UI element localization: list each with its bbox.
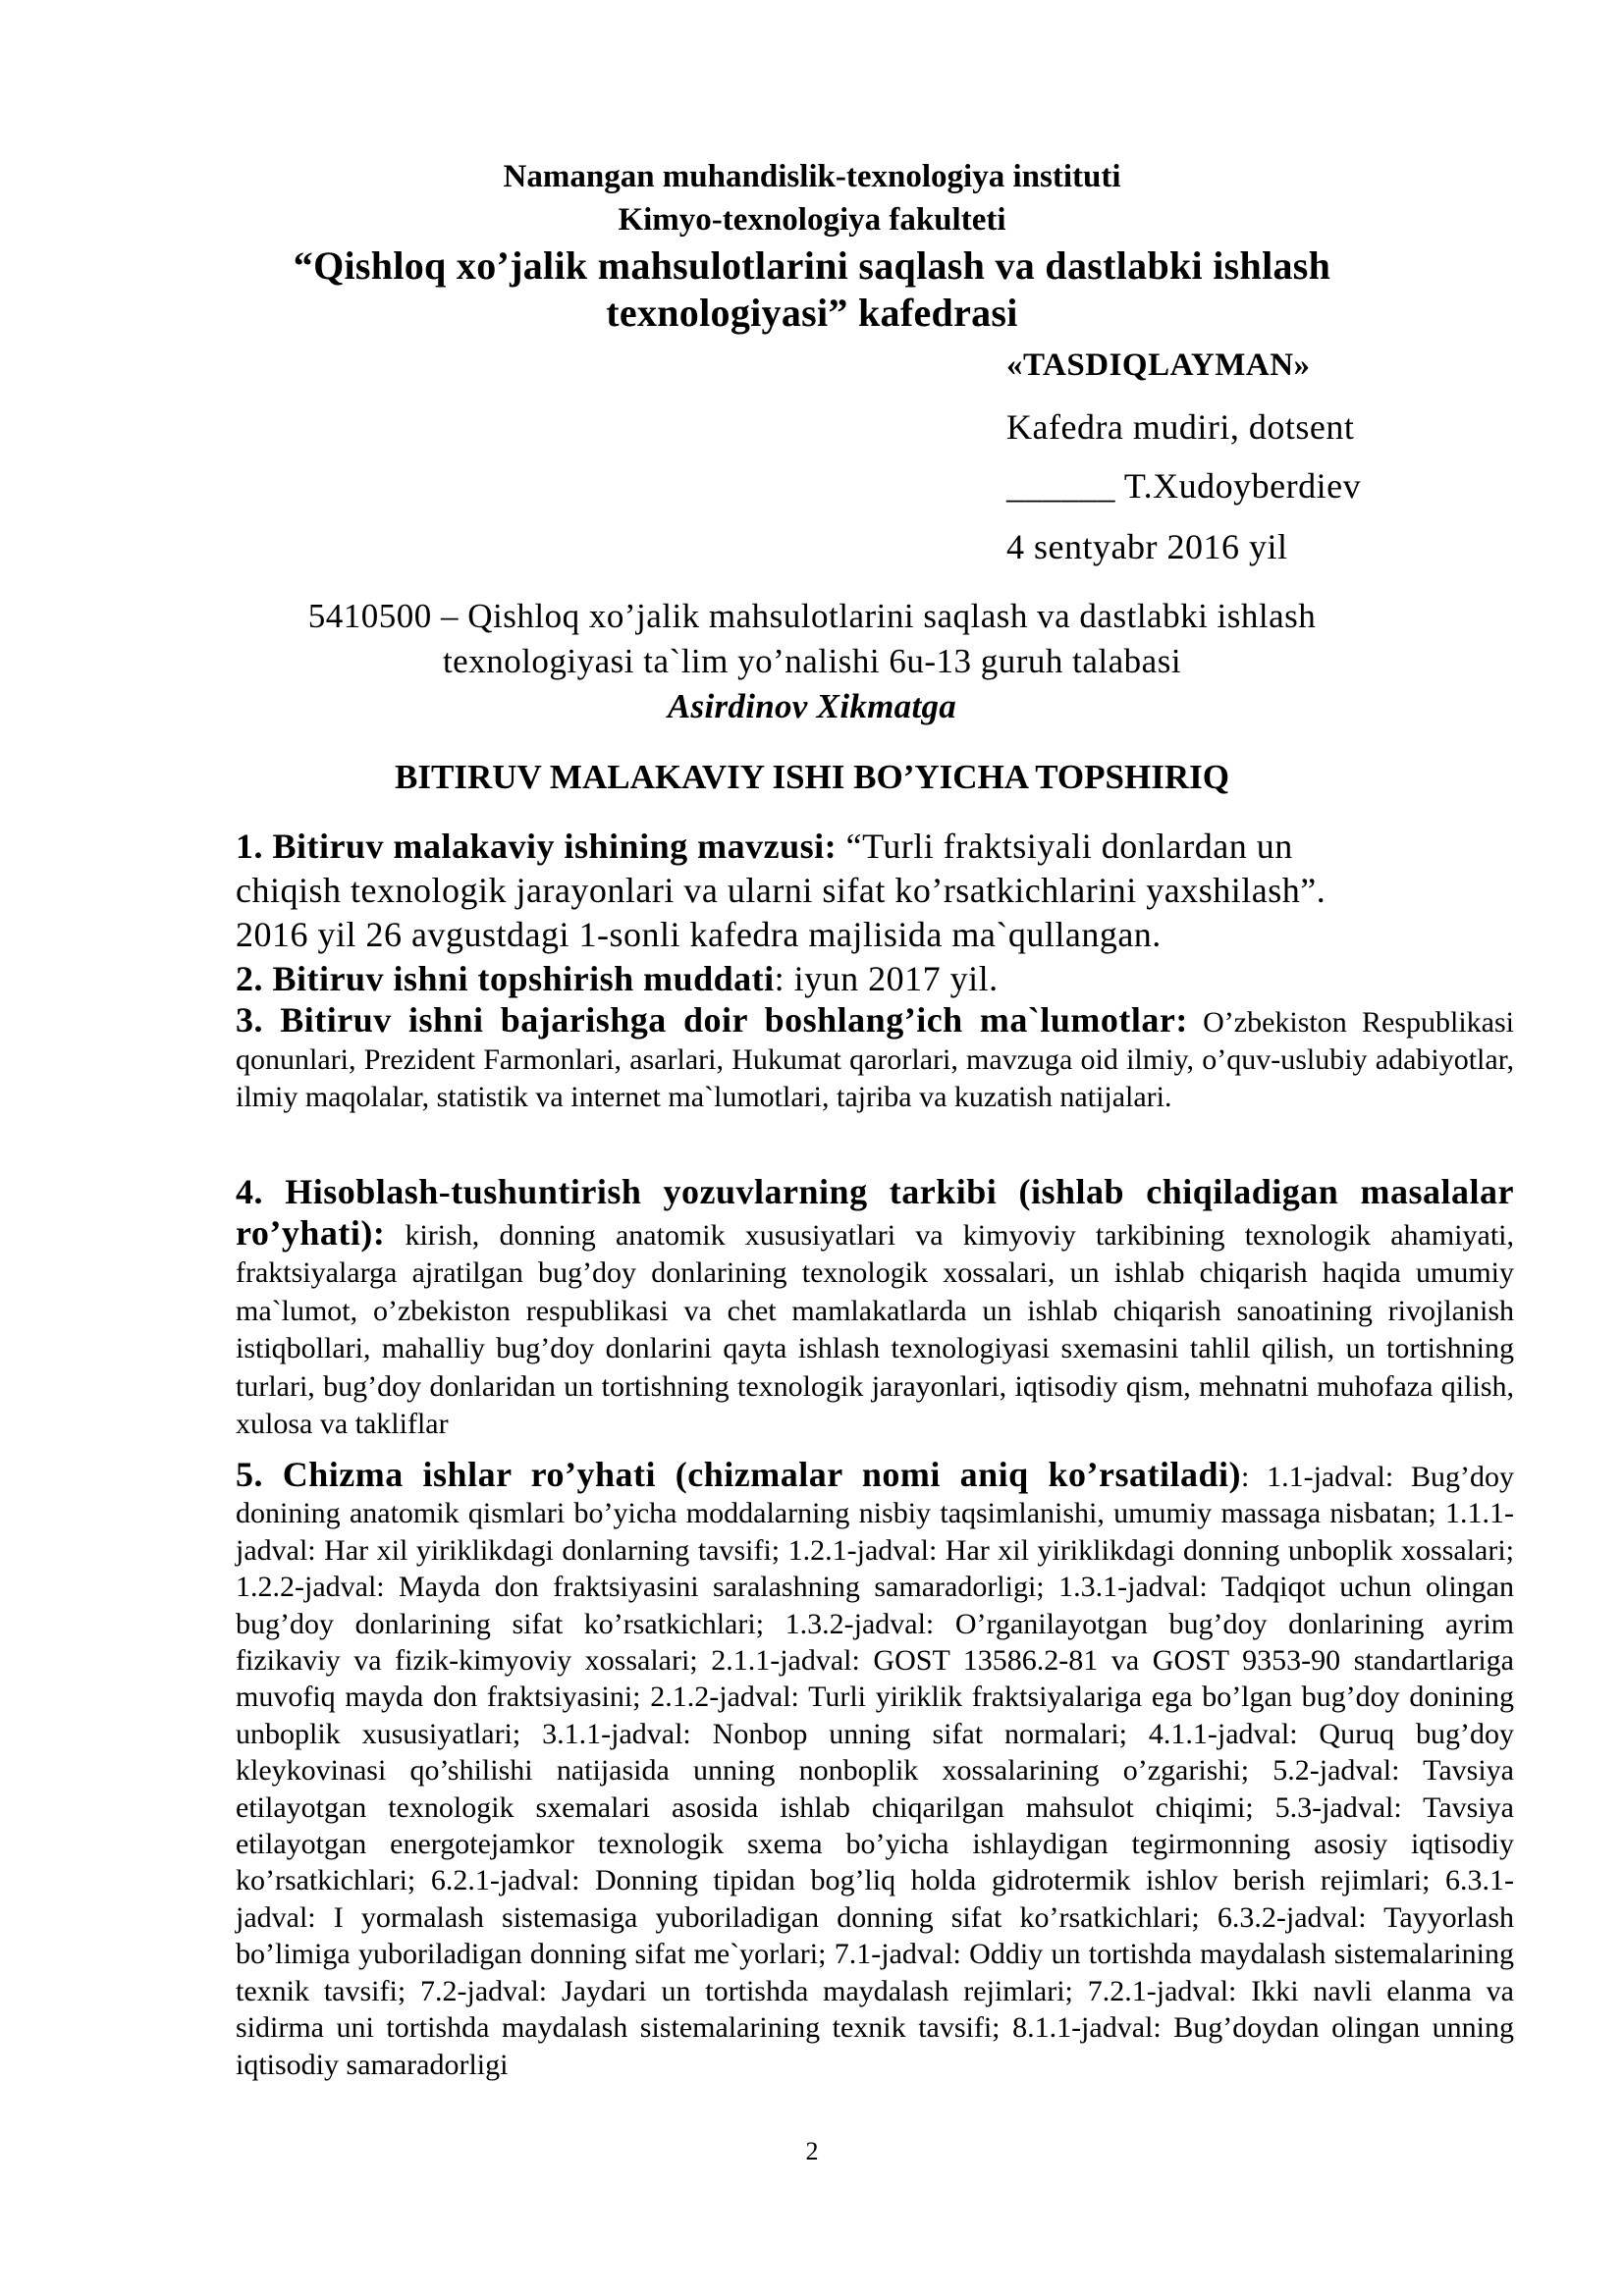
item-1-text-line-2: chiqish texnologik jarayonlari va ularni sifat ko’rsatkichlarini yaxshilash”. bbox=[236, 871, 1326, 910]
task-title: BITIRUV MALAKAVIY ISHI BO’YICHA TOPSHIRIQ bbox=[395, 758, 1229, 796]
student-program-line-1: 5410500 – Qishloq xo’jalik mahsulotlarini saqlash va dastlabki ishlash bbox=[307, 597, 1317, 635]
item-1-topic bbox=[236, 825, 1514, 957]
approval-date: 4 sentyabr 2016 yil bbox=[1006, 527, 1288, 566]
item-1-text-line-1: “Turli fraktsiyali donlardan un bbox=[845, 827, 1293, 866]
institute-name: Namangan muhandislik-texnologiya instituti bbox=[503, 159, 1121, 194]
approval-signature: ______ T.Xudoyberdiev bbox=[1006, 466, 1362, 506]
item-5-drawings bbox=[236, 1457, 1514, 2083]
page-number: 2 bbox=[805, 2137, 819, 2165]
item-2-label: 2. Bitiruv ishni topshirish muddati bbox=[236, 959, 775, 998]
item-4-label: 4. Hisoblash-tushuntirish yozuvlarning tarkibi (ishlab chiqiladigan masalalar ro’yhati): bbox=[236, 1172, 1514, 1253]
student-name: Asirdinov Xikmatga bbox=[667, 687, 957, 725]
item-4-contents bbox=[236, 1173, 1514, 1444]
department-title bbox=[236, 242, 1388, 337]
item-1-text-line-3: 2016 yil 26 avgustdagi 1-sonli kafedra majlisida ma`qullangan. bbox=[236, 915, 1162, 954]
department-line-1: “Qishloq xo’jalik mahsulotlarini saqlash va dastlabki ishlash bbox=[293, 243, 1331, 288]
student-program-line-2: texnologiyasi ta`lim yo’nalishi 6u-13 guruh talabasi bbox=[442, 642, 1182, 680]
item-1-label: 1. Bitiruv malakaviy ishining mavzusi: bbox=[236, 827, 838, 866]
faculty-name: Kimyo-texnologiya fakulteti bbox=[618, 202, 1006, 238]
item-3-initial-data bbox=[236, 1001, 1514, 1116]
student-info bbox=[236, 594, 1388, 729]
item-3-text: O’zbekiston Respublikasi qonunlari, Prezident Farmonlari, asarlari, Hukumat qarorlari, mavzuga oid ilmiy, o’quv-uslubiy adabiyotlar, ilmiy maqolalar, statistik va internet ma`lumotlari, tajriba va kuzatish natijalari. bbox=[236, 1006, 1514, 1113]
item-5-text: : 1.1-jadval: Bug’doy donining anatomik qismlari bo’yicha moddalarning nisbiy taqsimlanishi, umumiy massaga nisbatan; 1.1.1-jadval: Har xil yiriklikdagi donlarning tavsifi; 1.2.1-jadval: Har xil yiriklikdagi donning unboplik xossalari; 1.2.2-jadval: Mayda don fraktsiyasini saralashning samaradorligi; 1.3.1-jadval: Tadqiqot uchun olingan bug’doy donlarining sifat ko’rsatkichlari; 1.3.2-jadval: O’rganilayotgan bug’doy donlarining ayrim fizikaviy va fizik-kimyoviy xossalari; 2.1.1-jadval: GOST 13586.2-81 va GOST 9353-90 standartlariga muvofiq mayda don fraktsiyasini; 2.1.2-jadval: Turli yiriklik fraktsiyalariga ega bo’lgan bug’doy donining unboplik xususiyatlari; 3.1.1-jadval: Nonbop unning sifat normalari; 4.1.1-jadval: Quruq bug’doy kleykovinasi qo’shilishi natijasida unning nonboplik xossalarining o’zgarishi; 5.2-jadval: Tavsiya etilayotgan texnologik sxemalari asosida ishlab chiqarilgan mahsulot chiqimi; 5.3-jadval: Tavsiya etilayotgan energotejamkor texnologik sxema bo’yicha ishlaydigan tegirmonning asosiy iqtisodiy ko’rsatkichlari; 6.2.1-jadval: Donning tipidan bog’liq holda gidrotermik ishlov berish rejimlari; 6.3.1-jadval: I yormalash sistemasiga yuboriladigan donning sifat ko’rsatkichlari; 6.3.2-jadval: Tayyorlash bo’limiga yuboriladigan donning sifat me`yorlari; 7.1-jadval: Oddiy un tortishda maydalash sistemalarining texnik tavsifi; 7.2-jadval: Jaydari un tortishda maydalash rejimlari; 7.2.1-jadval: Ikki navli elanma va sidirma uni tortishda maydalash sistemalarining texnik tavsifi; 8.1.1-jadval: Bug’doydan olingan unning iqtisodiy samaradorligi bbox=[236, 1461, 1515, 2081]
item-5-label: 5. Chizma ishlar ro’yhati (chizmalar nomi aniq ko’rsatiladi) bbox=[236, 1455, 1241, 1494]
institute-header bbox=[236, 155, 1388, 241]
approval-title: «TASDIQLAYMAN» bbox=[1006, 347, 1311, 383]
department-line-2: texnologiyasi” kafedrasi bbox=[606, 291, 1018, 335]
item-3-label: 3. Bitiruv ishni bajarishga doir boshlang’ich ma`lumotlar: bbox=[236, 1000, 1188, 1040]
approval-position: Kafedra mudiri, dotsent bbox=[1006, 407, 1355, 447]
item-4-text: kirish, donning anatomik xususiyatlari va kimyoviy tarkibining texnologik ahamiyati, fraktsiyalarga ajratilgan bug’doy donlarining texnologik xossalari, un ishlab chiqarish haqida umumiy ma`lumot, o’zbekiston respublikasi va chet mamlakatlarda un ishlab chiqarish sanoatining rivojlanish istiqbollari, mahalliy bug’doy donlarini qayta ishlash texnologiyasi sxemasini tahlil qilish, un tortishning turlari, bug’doy donlaridan un tortishning texnologik jarayonlari, iqtisodiy qism, mehnatni muhofaza qilish, xulosa va takliflar bbox=[236, 1218, 1514, 1440]
item-2-deadline bbox=[236, 957, 1514, 1001]
item-2-text: : iyun 2017 yil. bbox=[774, 959, 999, 998]
